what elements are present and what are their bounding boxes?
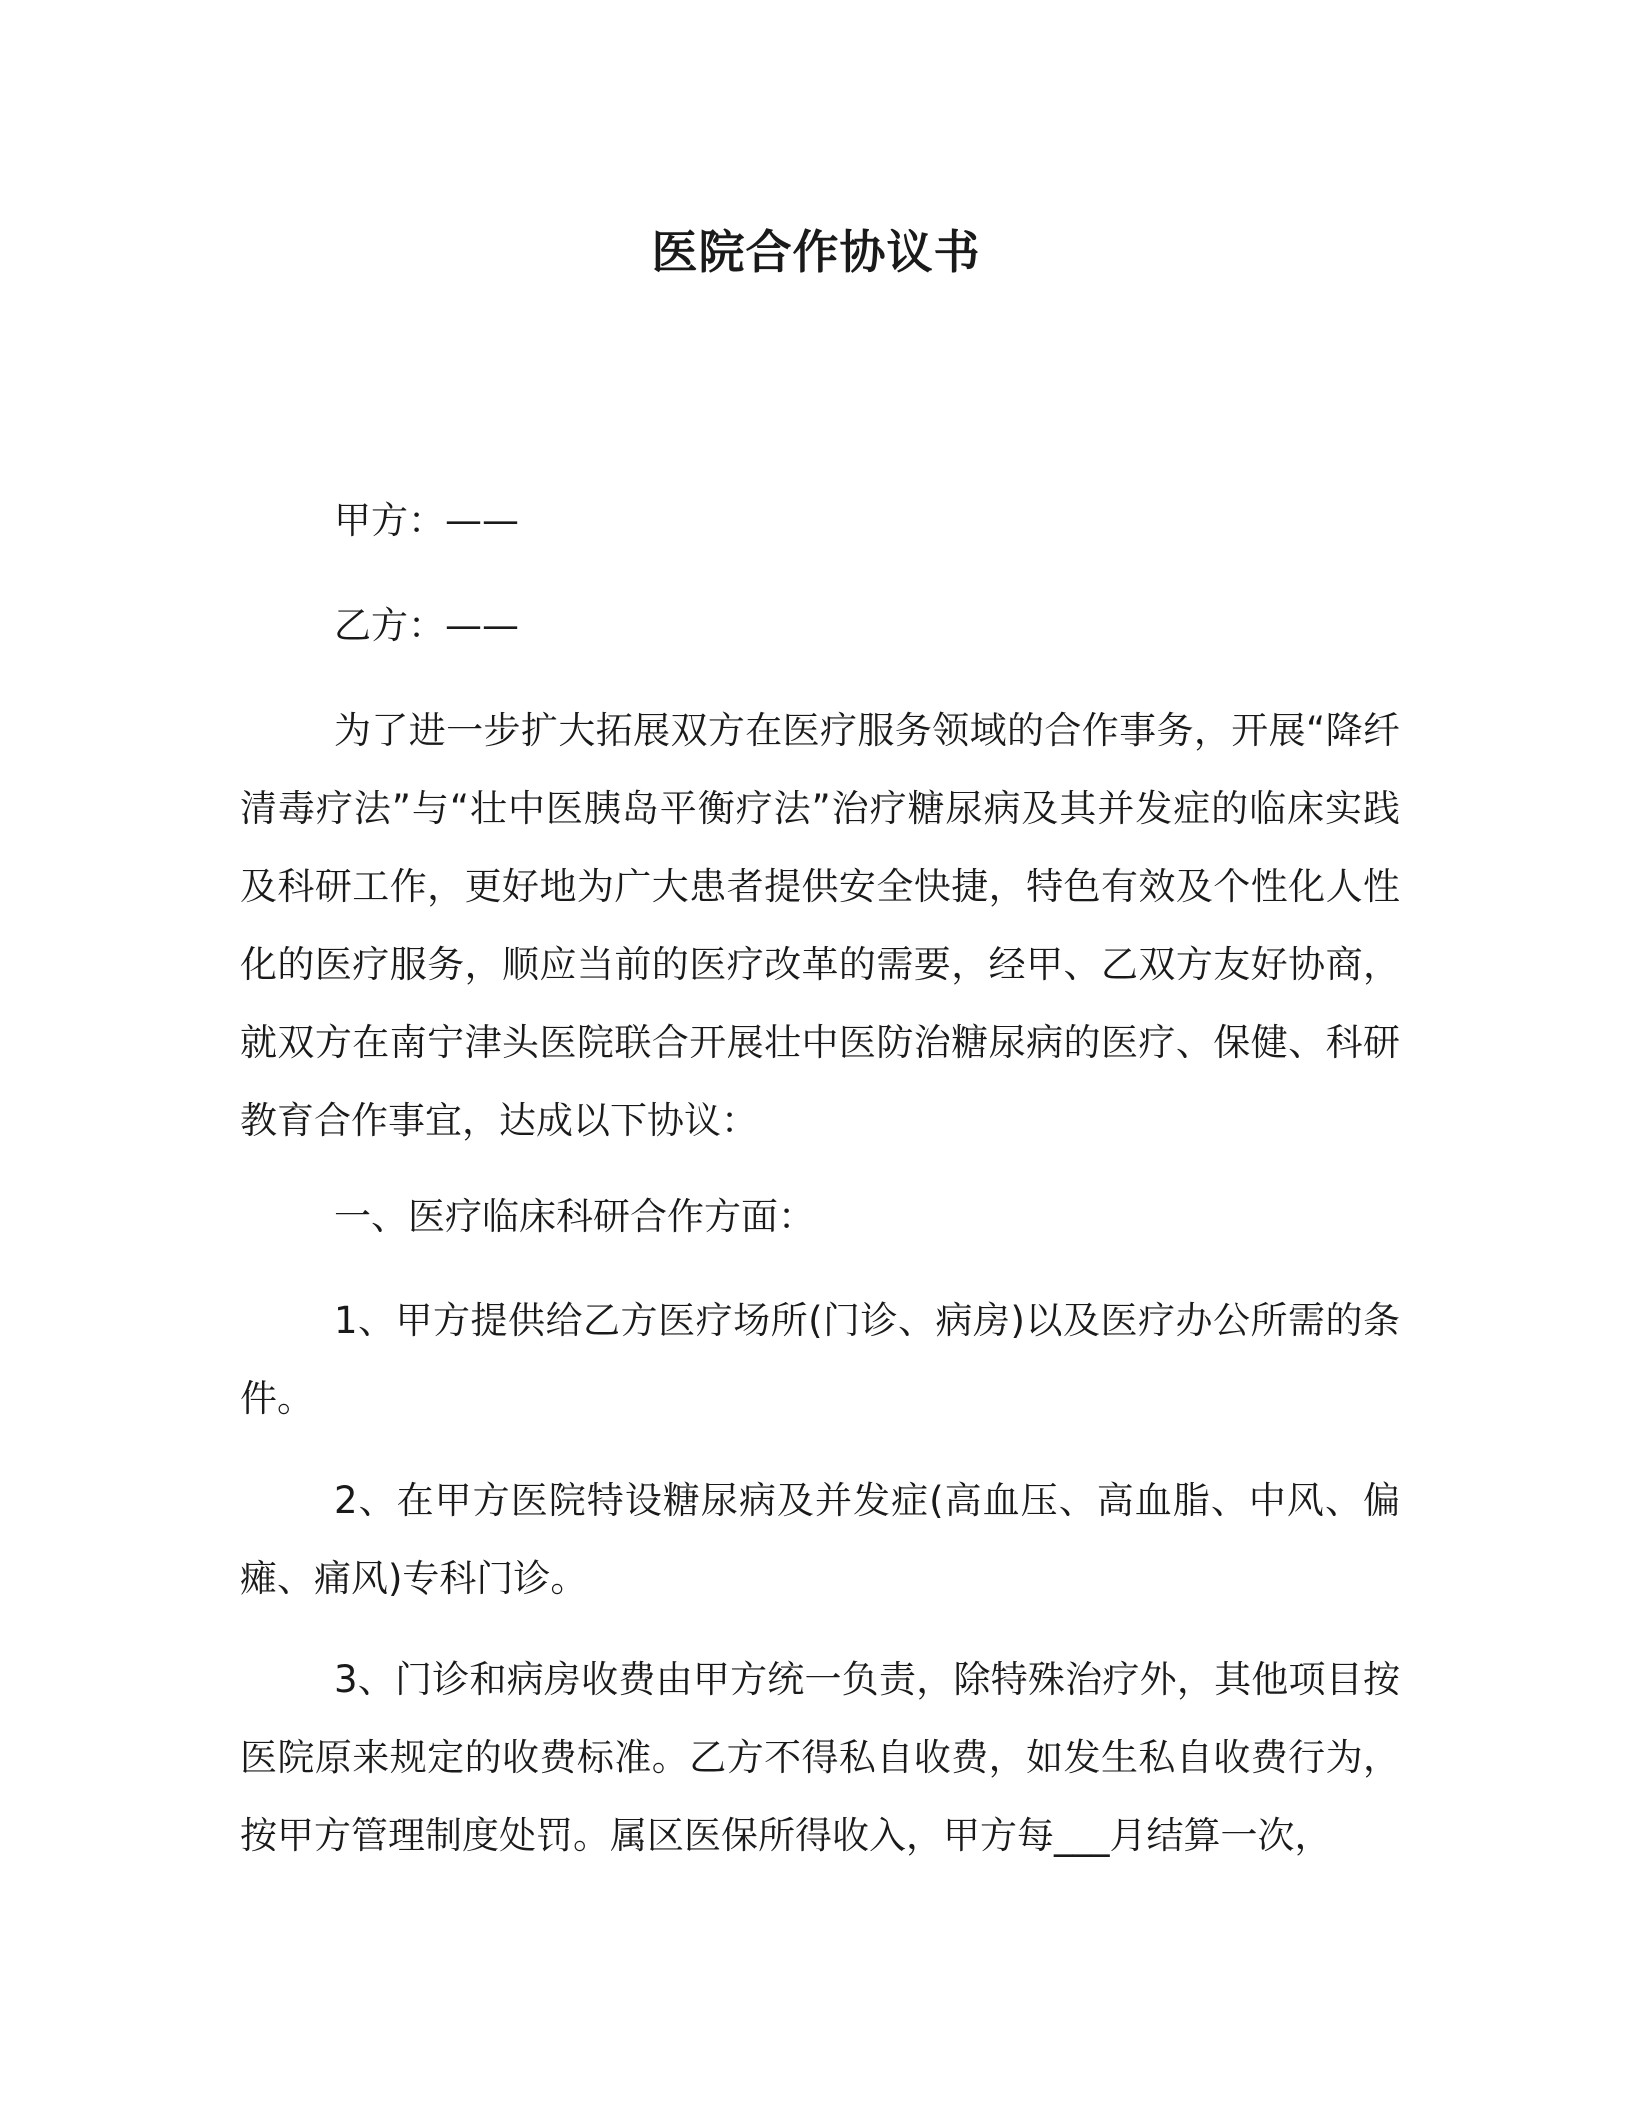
clause-paragraph: 1、甲方提供给乙方医疗场所(门诊、病房)以及医疗办公所需的条件。 (240, 1299, 1400, 1420)
party-b-line: 乙方：—— (334, 604, 519, 647)
party-a-line: 甲方：—— (334, 499, 519, 542)
clause-paragraph: 3、门诊和病房收费由甲方统一负责，除特殊治疗外，其他项目按医院原来规定的收费标准。乙方不得私自收费，如发生私自收费行为，按甲方管理制度处罚。属区医保所得收入，甲方每___月结算一次， (240, 1658, 1400, 1857)
section-heading: 一、医疗临床科研合作方面： (334, 1195, 815, 1238)
intro-paragraph: 为了进一步扩大拓展双方在医疗服务领域的合作事务，开展“降纤清毒疗法”与“壮中医胰岛平衡疗法”治疗糖尿病及其并发症的临床实践及科研工作，更好地为广大患者提供安全快捷，特色有效及个性化人性化的医疗服务，顺应当前的医疗改革的需要，经甲、乙双方友好协商，就双方在南宁津头医院联合开展壮中医防治糖尿病的医疗、保健、科研教育合作事宜，达成以下协议： (240, 709, 1400, 1142)
clause-paragraph: 2、在甲方医院特设糖尿病及并发症(高血压、高血脂、中风、偏瘫、痛风)专科门诊。 (240, 1479, 1400, 1600)
document-title: 医院合作协议书 (651, 225, 981, 279)
